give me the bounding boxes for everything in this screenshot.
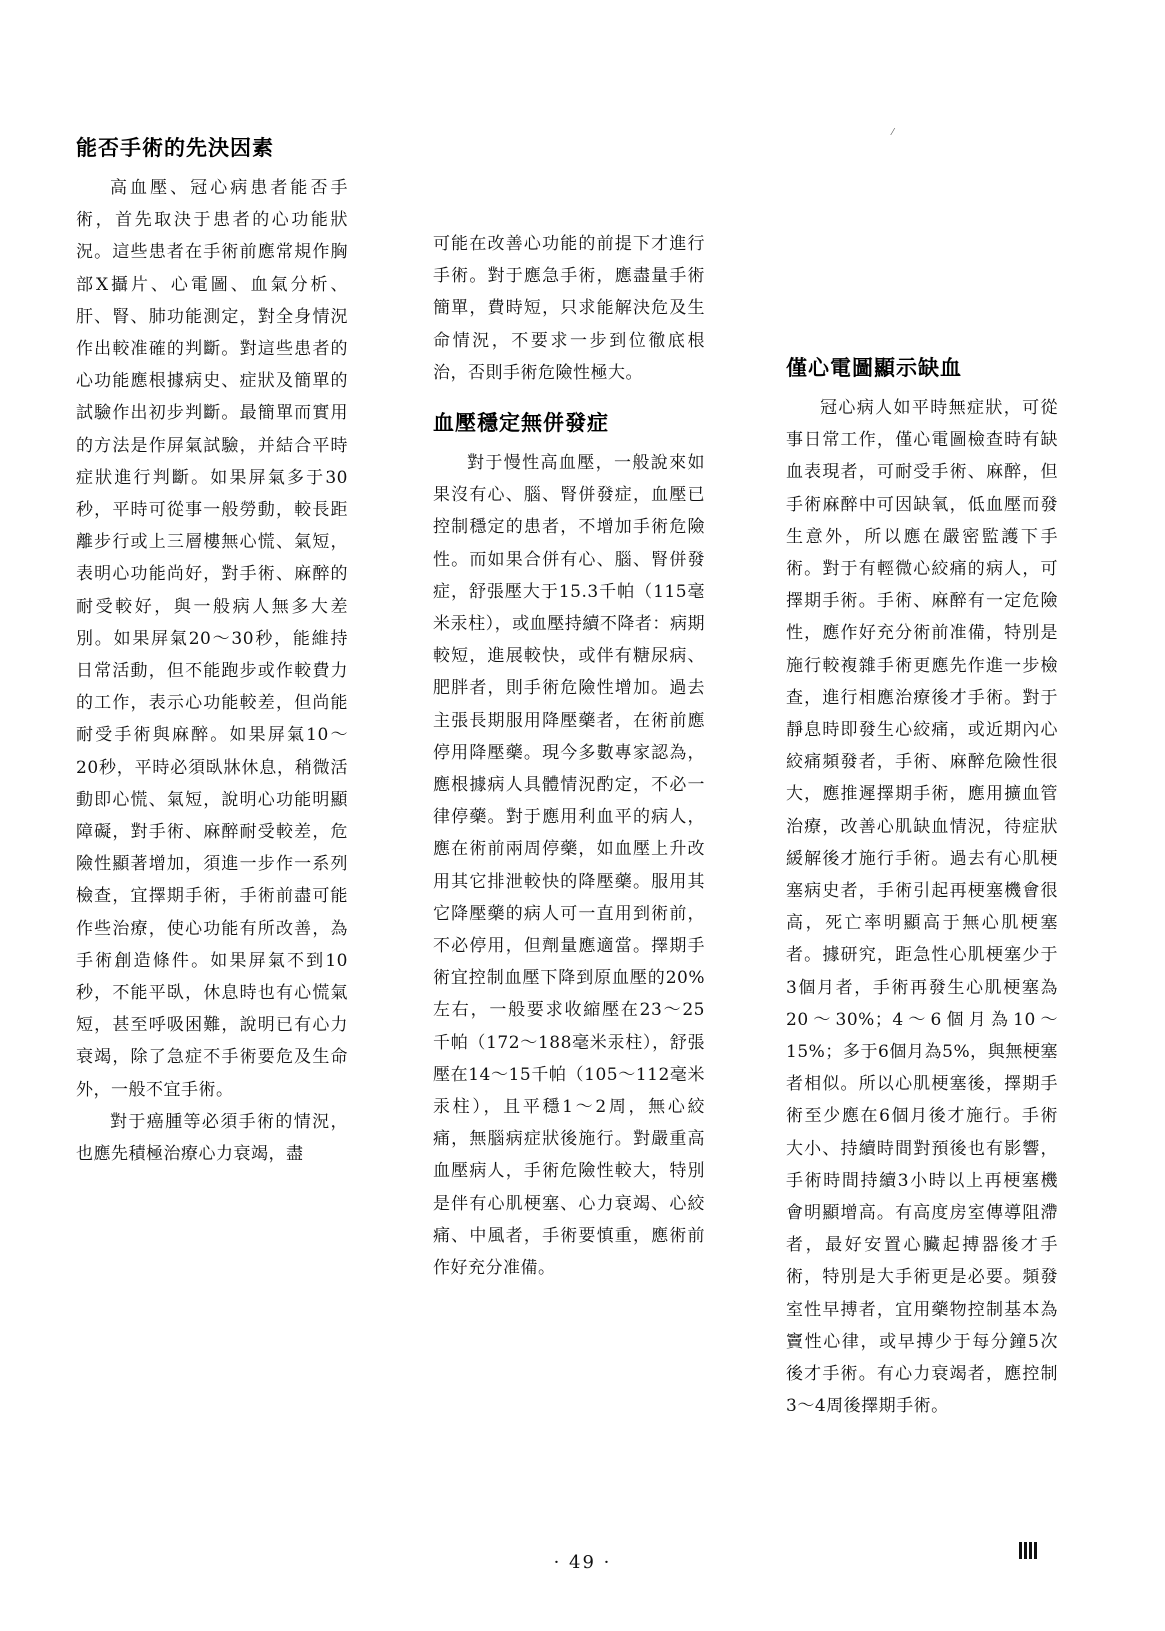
paragraph: 高血壓、冠心病患者能否手術，首先取決于患者的心功能狀況。這些患者在手術前應常規作胸部X攝片、心電圖、血氣分析、肝、腎、肺功能測定，對全身情況作出較准確的判斷。對這些患者的心功能應根據病史、症狀及簡單的試驗作出初步判斷。最簡單而實用的方法是作屏氣試驗，并結合平時症狀進行判斷。如果屏氣多于30秒，平時可從事一般勞動，較長距離步行或上三層樓無心慌、氣短，表明心功能尚好，對手術、麻醉的耐受較好，與一般病人無多大差別。如果屏氣20～30秒，能維持日常活動，但不能跑步或作較費力的工作，表示心功能較差，但尚能耐受手術與麻醉。如果屏氣10～20秒，平時必須臥牀休息，稍微活動即心慌、氣短，說明心功能明顯障礙，對手術、麻醉耐受較差，危險性顯著增加，須進一步作一系列檢查，宜擇期手術，手術前盡可能作些治療，使心功能有所改善，為手術創造條件。如果屏氣不到10秒，不能平臥，休息時也有心慌氣短，甚至呼吸困難，說明已有心力衰竭，除了急症不手術要危及生命外，一般不宜手術。	[76, 178, 348, 1100]
page-number: · 49 ·	[553, 1552, 612, 1573]
paragraph: 對于慢性高血壓，一般說來如果沒有心、腦、腎併發症，血壓已控制穩定的患者，不增加手術危險性。而如果合併有心、腦、腎併發症，舒張壓大于15.3千帕（115毫米汞柱），或血壓持續不降者：病期較短，進展較快，或伴有糖尿病、肥胖者，則手術危險性增加。過去主張長期服用降壓藥者，在術前應停用降壓藥。現今多數專家認為，應根據病人具體情況酌定，不必一律停藥。對于應用利血平的病人，應在術前兩周停藥，如血壓上升改用其它排泄較快的降壓藥。服用其它降壓藥的病人可一直用到術前，不必停用，但劑量應適當。擇期手術宜控制血壓下降到原血壓的20%左右，一般要求收縮壓在23～25千帕（172～188毫米汞柱），舒張壓在14～15千帕（105～112毫米汞柱），且平穩1～2周，無心絞痛，無腦病症狀後施行。對嚴重高血壓病人，手術危險性較大，特別是伴有心肌梗塞、心力衰竭、心絞痛、中風者，手術要慎重，應術前作好充分准備。	[433, 453, 705, 1279]
paragraph: 冠心病人如平時無症狀，可從事日常工作，僅心電圖檢查時有缺血表現者，可耐受手術、麻醉，但手術麻醉中可因缺氧，低血壓而發生意外，所以應在嚴密監護下手術。對于有輕微心絞痛的病人，可擇期手術。手術、麻醉有一定危險性，應作好充分術前准備，特別是施行較複雜手術更應先作進一步檢查，進行相應治療後才手術。對于靜息時即發生心絞痛，或近期內心絞痛頻發者，手術、麻醉危險性很大，應推遲擇期手術，應用擴血管治療，改善心肌缺血情況，待症狀緩解後才施行手術。過去有心肌梗塞病史者，手術引起再梗塞機會很高，死亡率明顯高于無心肌梗塞者。據研究，距急性心肌梗塞少于3個月者，手術再發生心肌梗塞為20～30%；4～6個月為10～15%；多于6個月為5%，與無梗塞者相似。所以心肌梗塞後，擇期手術至少應在6個月後才施行。手術大小、持續時間對預後也有影響，手術時間持續3小時以上再梗塞機會明顯增高。有高度房室傳導阻滯者，最好安置心臟起搏器後才手術，特別是大手術更是必要。頻發室性早搏者，宜用藥物控制基本為竇性心律，或早搏少于每分鐘5次後才手術。有心力衰竭者，應控制3～4周後擇期手術。	[786, 398, 1058, 1417]
paragraph: 對于癌腫等必須手術的情況，也應先積極治療心力衰竭，盡	[76, 1111, 348, 1165]
column-1	[76, 132, 348, 1170]
scan-speck: ⁄	[892, 128, 894, 138]
column-3	[786, 352, 1058, 1423]
section-title: 血壓穩定無併發症	[433, 411, 609, 436]
paragraph: 可能在改善心功能的前提下才進行手術。對于應急手術，應盡量手術簡單，費時短，只求能解決危及生命情況，不要求一步到位徹底根治，否則手術危險性極大。	[433, 234, 705, 383]
column-2	[433, 228, 705, 1284]
section-title: 能否手術的先決因素	[76, 136, 274, 160]
section-title: 僅心電圖顯示缺血	[786, 356, 962, 380]
